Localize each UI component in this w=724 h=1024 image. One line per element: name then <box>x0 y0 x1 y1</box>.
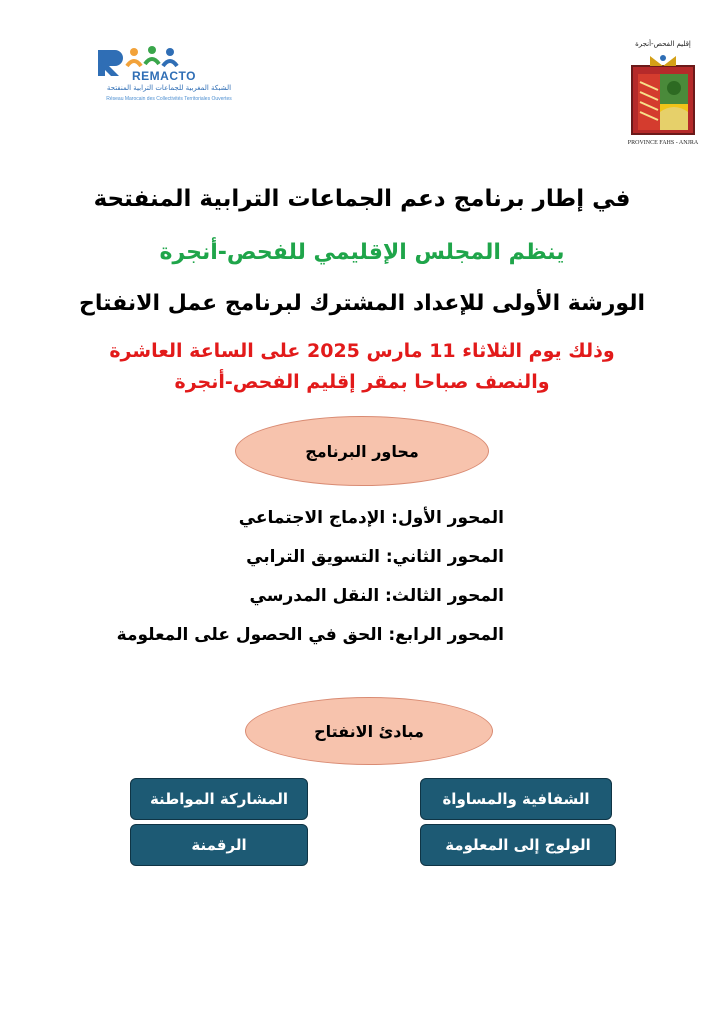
remacto-french-name: Réseau Marocain des Collectivités Territoriales Ouvertes <box>106 96 232 102</box>
province-arabic-label: إقليم الفحص-أنجرة <box>635 40 691 48</box>
organizer-heading: ينظم المجلس الإقليمي للفحص-أنجرة <box>159 240 565 265</box>
program-axes-title: محاور البرنامج <box>235 416 489 486</box>
principle-box-participation: المشاركة المواطنة <box>130 778 308 820</box>
workshop-heading: الورشة الأولى للإعداد المشترك لبرنامج عمل الانفتاح <box>78 291 646 316</box>
program-axes-list <box>90 508 504 664</box>
axis-item: المحور الثالث: النقل المدرسي <box>249 586 504 606</box>
openness-principles-title: مبادئ الانفتاح <box>245 697 493 765</box>
remacto-arabic-name: الشبكة المغربية للجماعات الترابية المنفتحة <box>106 84 232 92</box>
date-time-line: وذلك يوم الثلاثاء 11 مارس 2025 على الساعة العاشرة <box>109 340 615 362</box>
axis-item: المحور الرابع: الحق في الحصول على المعلومة <box>116 625 504 645</box>
principle-box-access-information: الولوج إلى المعلومة <box>420 824 616 866</box>
remacto-logo <box>94 44 244 110</box>
province-french-label: PROVINCE FAHS - ANJRA <box>627 140 699 146</box>
principle-box-transparency: الشفافية والمساواة <box>420 778 612 820</box>
framework-heading: في إطار برنامج دعم الجماعات الترابية المنفتحة <box>93 186 631 212</box>
axis-item: المحور الثاني: التسويق الترابي <box>246 547 504 567</box>
principle-box-digitization: الرقمنة <box>130 824 308 866</box>
province-crest-icon <box>630 52 696 136</box>
axis-item: المحور الأول: الإدماج الاجتماعي <box>238 508 504 528</box>
remacto-name: REMACTO <box>132 69 196 83</box>
venue-line: والنصف صباحا بمقر إقليم الفحص-أنجرة <box>174 371 550 393</box>
